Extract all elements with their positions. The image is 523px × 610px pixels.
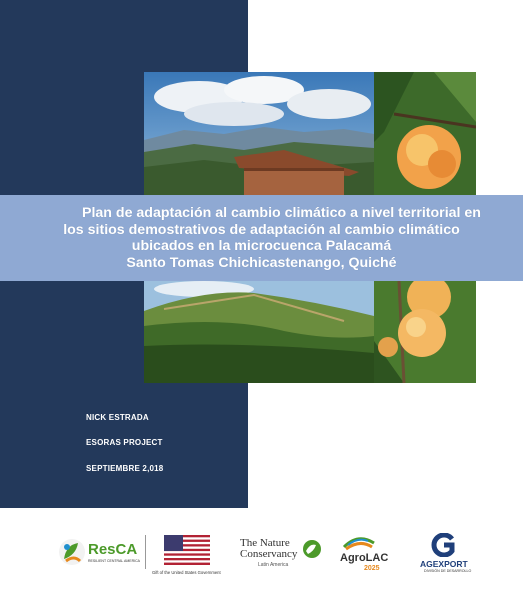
agrolac-swoosh-icon bbox=[342, 535, 376, 551]
resca-tagline: RESILIENT CENTRAL AMERICA bbox=[88, 559, 140, 563]
fruit-tree-photo-bottom bbox=[374, 281, 476, 383]
resca-wordmark: ResCA bbox=[88, 541, 138, 558]
tnc-line-1: The Nature bbox=[240, 537, 290, 549]
tnc-globe-icon bbox=[302, 539, 322, 559]
tnc-line-3: Latin America bbox=[258, 562, 289, 568]
logo-divider bbox=[145, 535, 146, 569]
agexport-wordmark: AGEXPORT bbox=[420, 559, 468, 569]
publication-date: SEPTIEMBRE 2,018 bbox=[86, 464, 164, 473]
usaid-caption: Gift of the United States Government bbox=[152, 570, 221, 575]
partner-logos bbox=[0, 525, 523, 585]
title-band bbox=[0, 195, 523, 281]
us-government-logo bbox=[152, 535, 227, 581]
author-name: NICK ESTRADA bbox=[86, 413, 149, 422]
agexport-g-icon bbox=[430, 533, 456, 557]
resca-logo bbox=[58, 535, 143, 571]
resca-leaf-icon bbox=[58, 537, 86, 567]
agexport-logo bbox=[420, 533, 490, 579]
title-line-4: Santo Tomas Chichicastenango, Quiché bbox=[126, 254, 397, 271]
us-flag-icon bbox=[164, 535, 210, 565]
title-line-3: ubicados en la microcuenca Palacamá bbox=[131, 238, 392, 254]
project-name: ESORAS PROJECT bbox=[86, 438, 163, 447]
title-line-1: Plan de adaptación al cambio climático a nivel territorial en bbox=[82, 205, 481, 221]
forest-hill-photo bbox=[144, 281, 374, 383]
agrolac-wordmark: AgroLAC bbox=[340, 552, 389, 564]
tnc-logo bbox=[240, 537, 330, 577]
tnc-line-2: Conservancy bbox=[240, 548, 298, 560]
landscape-house-photo bbox=[144, 72, 374, 195]
agrolac-year: 2025 bbox=[364, 565, 380, 572]
agexport-tagline: DIVISIÓN DE DESARROLLO bbox=[424, 569, 472, 573]
agrolac-logo bbox=[338, 535, 410, 581]
title-line-2: los sitios demostrativos de adaptación al cambio climático bbox=[63, 221, 460, 238]
fruit-tree-photo-top bbox=[374, 72, 476, 195]
